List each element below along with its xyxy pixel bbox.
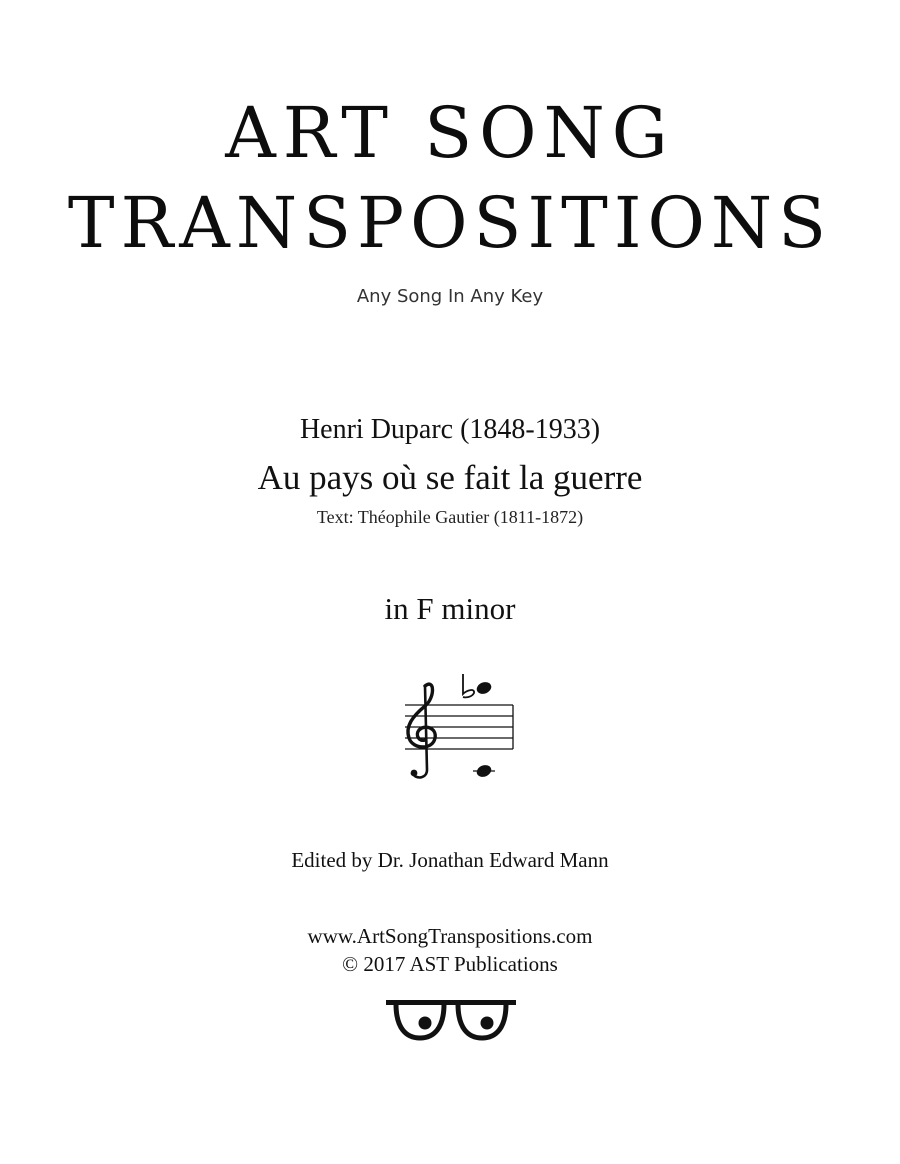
song-title: Au pays où se fait la guerre [257, 458, 643, 497]
editor-credit: Edited by Dr. Jonathan Edward Mann [291, 848, 609, 872]
brand-title-line-1: ART SONG [225, 92, 675, 174]
staff-lines [405, 705, 513, 771]
key-label: in F minor [384, 591, 516, 626]
text-credit: Text: Théophile Gautier (1811-1872) [316, 507, 584, 527]
tagline: Any Song In Any Key [356, 286, 544, 307]
low-note-c [475, 763, 493, 779]
composer-name: Henri Duparc (1848-1933) [299, 414, 601, 445]
copyright-line: © 2017 AST Publications [342, 952, 558, 976]
website-url: www.ArtSongTranspositions.com [307, 924, 593, 948]
publisher-logo-icon [384, 998, 518, 1042]
high-note-a-flat [463, 674, 493, 697]
brand-title-line-2: TRANSPOSITIONS [67, 182, 833, 264]
vocal-range-staff [395, 660, 520, 785]
treble-clef-icon [408, 684, 435, 777]
